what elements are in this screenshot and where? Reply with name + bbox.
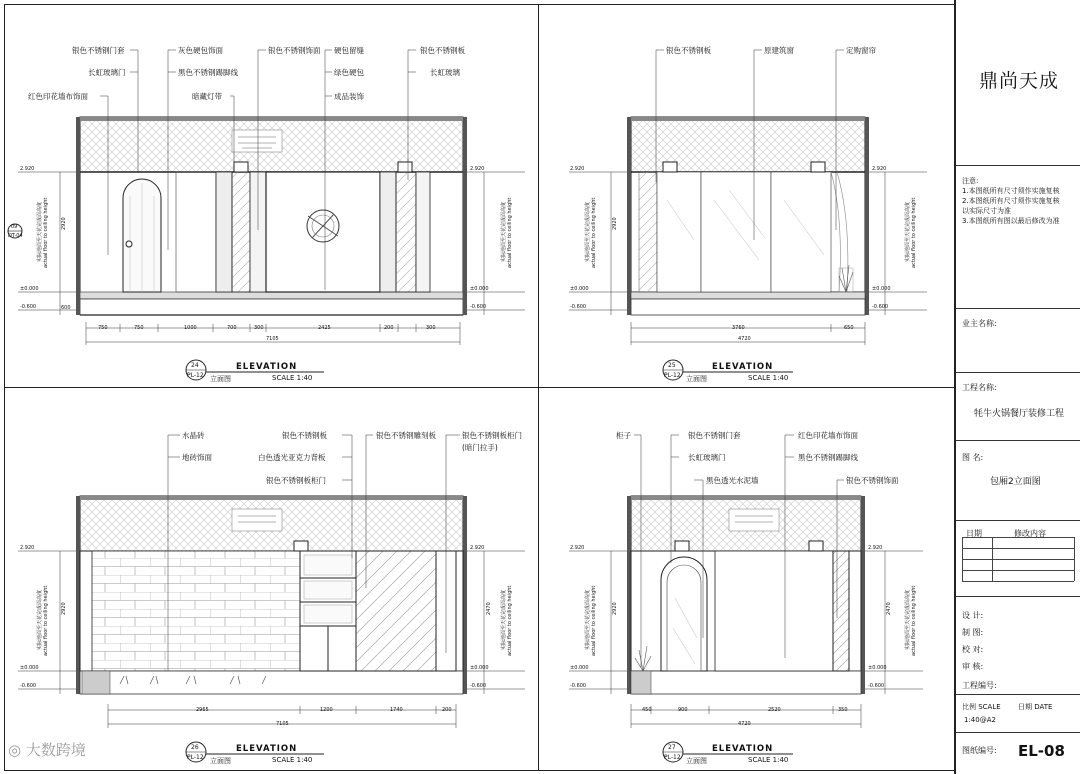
elevation-scale-25: SCALE 1:40 — [748, 374, 789, 382]
check-label: 校 对: — [962, 645, 984, 654]
side-text-25: 实际地面至天花完成面高度 — [585, 201, 591, 262]
level-ceiling-26: 2.920 — [20, 545, 35, 551]
level-base-27: -0.600 — [570, 683, 587, 689]
side-text-27-right-en: actual floor to ceiling height — [911, 585, 917, 656]
company-name: 鼎尚天成 — [978, 70, 1059, 92]
draw-label: 制 图: — [962, 628, 984, 637]
dim-900: 900 — [678, 707, 688, 713]
level-base-25: -0.600 — [570, 304, 587, 310]
level-floor-25-right: ±0.000 — [872, 286, 891, 292]
label-silver-steel-finish: 银色不锈钢饰面 — [268, 46, 321, 55]
dim-2965: 2965 — [196, 707, 209, 713]
elevation-number-25: 25 — [668, 362, 676, 369]
elevation-panel-25 — [539, 0, 954, 387]
note-3: 3.本图纸所有图以最后修改为准 — [962, 217, 1060, 225]
design-label: 设 计: — [962, 611, 984, 620]
dim-2425: 2425 — [318, 325, 331, 331]
dim-200-26: 200 — [442, 707, 452, 713]
label-ribbed-glass: 长虹玻璃 — [430, 68, 460, 77]
side-text-25-right-en: actual floor to ceiling height — [911, 197, 917, 268]
label-red-printed-wallcloth: 红色印花墙布饰面 — [28, 92, 88, 101]
history-revision-header: 修改内容 — [1014, 529, 1046, 538]
elevation-number-24: 24 — [191, 362, 199, 369]
level-floor-25: ±0.000 — [570, 286, 589, 292]
label-ribbed-glass-door: 长虹玻璃门 — [88, 68, 126, 77]
note-2b: 以实际尺寸为准 — [962, 207, 1011, 215]
elevation-ref-27: PL-12 — [664, 754, 681, 761]
label-hidden-light-strip: 暗藏灯带 — [192, 92, 222, 101]
dim-height-27-right: 2470 — [886, 602, 892, 615]
dim-300-b: 300 — [426, 325, 436, 331]
dim-750-b: 750 — [134, 325, 144, 331]
level-base-27-right: -0.600 — [868, 683, 885, 689]
dim-200: 200 — [384, 325, 394, 331]
elevation-title-26: ELEVATION — [236, 744, 298, 754]
drawing-label: 图 名: — [962, 453, 984, 462]
level-floor-27: ±0.000 — [570, 665, 589, 671]
side-text-26-right: 实际地面至天花完成面高度 — [501, 589, 507, 650]
dim-total-25: 4720 — [738, 336, 751, 342]
note-2: 2.本图纸所有尺寸须作实施复核 — [962, 197, 1060, 205]
dim-3760: 3760 — [732, 325, 745, 331]
level-base-26-right: -0.600 — [470, 683, 487, 689]
dim-height-25: 2920 — [612, 217, 618, 230]
label-black-light-concrete-wall: 黑色透光水泥墙 — [706, 476, 759, 485]
level-ceiling-26-right: 2.920 — [470, 545, 485, 551]
label-silver-steel-door-frame-27: 银色不锈钢门套 — [688, 431, 741, 440]
elevation-subtitle-25: 立面图 — [686, 375, 707, 383]
label-silver-steel-finish-27: 银色不锈钢饰面 — [846, 476, 899, 485]
label-floor-tile-finish: 地砖饰面 — [182, 453, 212, 462]
project-label: 工程名称: — [962, 383, 997, 392]
label-green-hard-pack: 绿色硬包 — [334, 68, 364, 77]
elevation-subtitle-26: 立面图 — [210, 757, 231, 765]
dim-total-27: 4720 — [738, 721, 751, 727]
side-text-right-en: actual floor to ceiling height — [507, 197, 513, 268]
label-silver-steel-engraved: 银色不锈钢雕刻板 — [376, 431, 436, 440]
side-text-25-en: actual floor to ceiling height — [591, 197, 597, 268]
dim-650: 650 — [844, 325, 854, 331]
watermark-icon: ◎ — [8, 741, 26, 759]
history-date-header: 日期 — [966, 529, 982, 538]
drawing-name: 包厢2立面图 — [990, 477, 1041, 487]
side-text-26-right-en: actual floor to ceiling height — [507, 585, 513, 656]
level-floor-26: ±0.000 — [20, 665, 39, 671]
side-text-27-right: 实际地面至天花完成面高度 — [905, 589, 911, 650]
level-ceiling-left: 2.920 — [20, 166, 35, 172]
level-ceiling-27: 2.920 — [570, 545, 585, 551]
level-floor-right: ±0.000 — [470, 286, 489, 292]
dim-height-26: 2920 — [61, 602, 67, 615]
label-steel-cabinet-door-2: 银色不锈钢板柜门 — [462, 431, 522, 440]
dim-750-a: 750 — [98, 325, 108, 331]
elevation-ref-24: PL-12 — [187, 372, 204, 379]
sheet-no-label: 图纸编号: — [962, 746, 997, 755]
level-floor-left: ±0.000 — [20, 286, 39, 292]
side-text-26: 实际地面至天花完成面高度 — [37, 589, 43, 650]
side-text-left: 实际地面至天花完成面高度 — [37, 201, 43, 262]
dim-700: 700 — [227, 325, 237, 331]
elevation-number-26: 26 — [191, 744, 199, 751]
dim-height-26-right: 2470 — [486, 602, 492, 615]
label-steel-cabinet-door: 银色不锈钢板柜门 — [266, 476, 326, 485]
elevation-title-24: ELEVATION — [236, 362, 298, 372]
level-floor-27-right: ±0.000 — [868, 665, 887, 671]
dim-total-26: 7105 — [276, 721, 289, 727]
label-red-printed-wallcloth-27: 红色印花墙布饰面 — [798, 431, 858, 440]
dim-total: 7105 — [266, 336, 279, 342]
level-floor-26-right: ±0.000 — [470, 665, 489, 671]
label-custom-curtain: 定购窗帘 — [846, 46, 876, 55]
detail-marker-num: 09 — [11, 224, 18, 230]
review-label: 审 核: — [962, 662, 984, 671]
owner-label: 业主名称: — [962, 319, 997, 328]
project-name: 牦牛火锅餐厅装修工程 — [974, 409, 1065, 419]
side-text-right: 实际地面至天花完成面高度 — [501, 201, 507, 262]
label-grey-hard-pack: 灰色硬包饰面 — [178, 46, 223, 55]
side-text-26-en: actual floor to ceiling height — [43, 585, 49, 656]
elevation-panel-24 — [0, 0, 538, 387]
scale-value: 1:40@A2 — [964, 716, 996, 724]
elevation-scale-26: SCALE 1:40 — [272, 756, 313, 764]
elevation-panel-27 — [539, 388, 954, 774]
elevation-panel-26 — [0, 388, 538, 774]
sheet-number: EL-08 — [1018, 742, 1065, 760]
label-ribbed-glass-door-27: 长虹玻璃门 — [688, 453, 726, 462]
level-base-right: -0.600 — [470, 304, 487, 310]
dim-300-a: 300 — [254, 325, 264, 331]
elevation-ref-25: PL-12 — [664, 372, 681, 379]
watermark-logo — [8, 739, 86, 760]
label-silver-steel-plate-25: 银色不锈钢板 — [666, 46, 711, 55]
label-silver-steel-plate: 银色不锈钢板 — [420, 46, 465, 55]
level-ceiling-right: 2.920 — [470, 166, 485, 172]
elevation-subtitle-24: 立面图 — [210, 375, 231, 383]
label-finished-decoration: 成品装饰 — [334, 92, 364, 101]
label-black-steel-skirting: 黑色不锈钢踢脚线 — [178, 68, 238, 77]
label-cabinet: 柜子 — [616, 431, 631, 440]
dim-2520: 2520 — [768, 707, 781, 713]
note-1: 1.本图纸所有尺寸须作实施复核 — [962, 187, 1060, 195]
dim-base-height-left: 600 — [61, 305, 71, 311]
title-block — [954, 0, 1080, 774]
label-hidden-door-handle: (暗门拉手) — [462, 443, 498, 452]
elevation-number-27: 27 — [668, 744, 676, 751]
label-hard-pack-gap: 硬包留缝 — [334, 46, 364, 55]
dim-1200: 1200 — [320, 707, 333, 713]
dim-350: 350 — [838, 707, 848, 713]
project-no-label: 工程编号: — [962, 681, 997, 690]
dim-height-27: 2920 — [612, 602, 618, 615]
label-original-window: 原建筑窗 — [764, 46, 794, 55]
dim-1000: 1000 — [184, 325, 197, 331]
scale-label: 比例 SCALE — [962, 703, 1001, 711]
label-silver-steel-door-frame: 银色不锈钢门套 — [72, 46, 125, 55]
dim-height-left: 2920 — [61, 217, 67, 230]
label-black-steel-skirting-27: 黑色不锈钢踢脚线 — [798, 453, 858, 462]
elevation-title-25: ELEVATION — [712, 362, 774, 372]
date-label: 日期 DATE — [1018, 703, 1053, 711]
label-white-acrylic-backboard: 白色透光亚克力背板 — [258, 453, 326, 462]
label-silver-steel-plate-26: 银色不锈钢板 — [282, 431, 327, 440]
elevation-subtitle-27: 立面图 — [686, 757, 707, 765]
side-text-27: 实际地面至天花完成面高度 — [585, 589, 591, 650]
level-ceiling-27-right: 2.920 — [868, 545, 883, 551]
revision-table — [962, 537, 1074, 581]
level-ceiling-25: 2.920 — [570, 166, 585, 172]
dim-450: 450 — [642, 707, 652, 713]
notes-title: 注意: — [962, 177, 979, 185]
dim-1740: 1740 — [390, 707, 403, 713]
level-ceiling-25-right: 2.920 — [872, 166, 887, 172]
elevation-scale-24: SCALE 1:40 — [272, 374, 313, 382]
watermark-text: 大数跨境 — [25, 741, 86, 759]
elevation-title-27: ELEVATION — [712, 744, 774, 754]
level-base-25-right: -0.600 — [872, 304, 889, 310]
side-text-25-right: 实际地面至天花完成面高度 — [905, 201, 911, 262]
elevation-scale-27: SCALE 1:40 — [748, 756, 789, 764]
label-crystal-brick: 水晶砖 — [182, 431, 205, 440]
detail-marker-ref: DT-04 — [8, 233, 23, 239]
side-text-27-en: actual floor to ceiling height — [591, 585, 597, 656]
elevation-ref-26: PL-12 — [187, 754, 204, 761]
side-text-left-en: actual floor to ceiling height — [43, 197, 49, 268]
level-base-left: -0.600 — [20, 304, 37, 310]
level-base-26: -0.600 — [20, 683, 37, 689]
